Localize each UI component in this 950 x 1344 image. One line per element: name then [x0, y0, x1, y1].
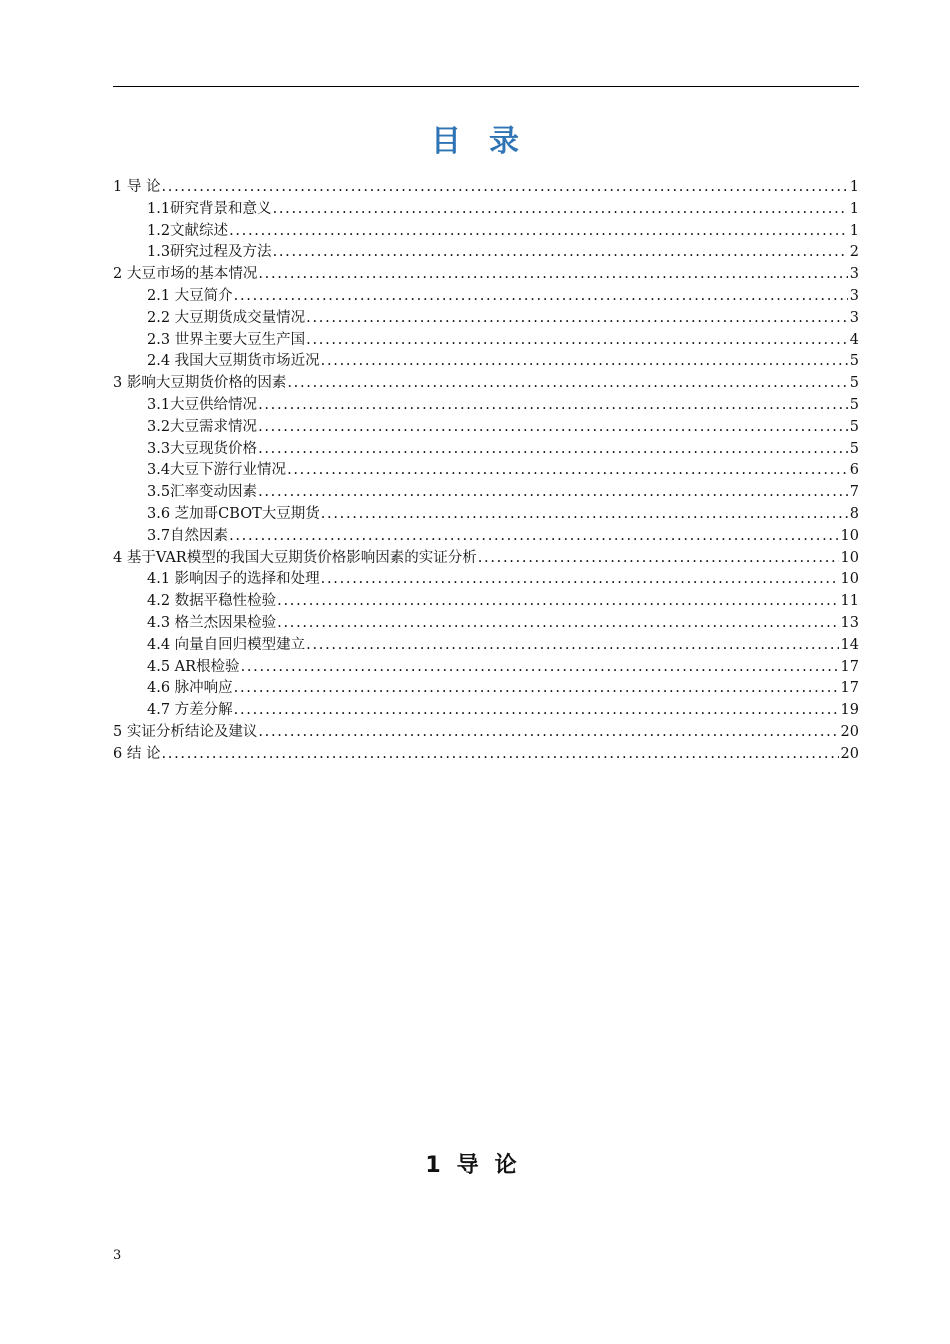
toc-dot-leader	[320, 569, 839, 591]
toc-entry[interactable]	[113, 351, 859, 373]
toc-entry-page: 1	[849, 222, 859, 239]
toc-entry-page: 20	[840, 745, 859, 762]
toc-title	[0, 116, 950, 160]
toc-entry-page: 20	[840, 723, 859, 740]
toc-entry-label: 2.2 大豆期货成交量情况	[147, 309, 306, 326]
section-heading-number: 1	[425, 1153, 441, 1178]
toc-entry-label: 3.4大豆下游行业情况	[147, 462, 287, 479]
toc-entry-label: 1.1研究背景和意义	[147, 200, 272, 217]
toc-entry-page: 6	[849, 462, 859, 479]
toc-entry[interactable]	[113, 460, 859, 482]
toc-entry-label: 3.2大豆需求情况	[147, 418, 258, 435]
toc-dot-leader	[160, 177, 847, 199]
toc-entry-page: 3	[849, 287, 859, 304]
toc-dot-leader	[160, 744, 838, 766]
toc-entry-label: 3.1大豆供给情况	[147, 396, 258, 413]
toc-dot-leader	[257, 439, 848, 461]
toc-dot-leader	[305, 330, 848, 352]
toc-dot-leader	[257, 417, 848, 439]
toc-entry-page: 5	[849, 375, 859, 392]
header-rule	[113, 86, 859, 87]
toc-dot-leader	[257, 482, 848, 504]
toc-entry-label: 2.4 我国大豆期货市场近况	[147, 353, 320, 370]
toc-dot-leader	[257, 722, 838, 744]
toc-dot-leader	[305, 635, 838, 657]
toc-dot-leader	[233, 286, 848, 308]
toc-dot-leader	[272, 199, 848, 221]
toc-entry[interactable]	[113, 439, 859, 461]
toc-entry-label: 5 实证分析结论及建议	[113, 723, 258, 740]
toc-entry[interactable]	[113, 373, 859, 395]
toc-entry-label: 4.3 格兰杰因果检验	[147, 614, 277, 631]
toc-dot-leader	[276, 613, 838, 635]
toc-entry-page: 11	[840, 593, 859, 610]
toc-entry-label: 1 导 论	[113, 179, 161, 195]
toc-entry[interactable]	[113, 395, 859, 417]
toc-entry-page: 17	[840, 658, 859, 675]
toc-entry-page: 10	[840, 549, 859, 566]
section-heading-char-2: 论	[494, 1153, 517, 1178]
toc-entry-label: 3.7自然因素	[147, 527, 229, 544]
toc-dot-leader	[305, 308, 848, 330]
toc-entry[interactable]	[113, 417, 859, 439]
toc-entry[interactable]	[113, 199, 859, 221]
toc-entry-page: 10	[840, 527, 859, 544]
toc-entry-label: 4.7 方差分解	[147, 702, 233, 719]
toc-entry[interactable]	[113, 635, 859, 657]
toc-entry-label: 4.2 数据平稳性检验	[147, 593, 277, 610]
toc-entry-label: 2.3 世界主要大豆生产国	[147, 331, 306, 348]
toc-entry[interactable]	[113, 569, 859, 591]
toc-entry[interactable]	[113, 504, 859, 526]
toc-entry-label: 1.3研究过程及方法	[147, 244, 272, 261]
toc-dot-leader	[320, 351, 848, 373]
toc-dot-leader	[276, 591, 838, 613]
toc-entry-page: 1	[849, 200, 859, 217]
toc-entry[interactable]	[113, 657, 859, 679]
toc-dot-leader	[257, 395, 848, 417]
toc-entry[interactable]	[113, 242, 859, 264]
toc-entry-page: 2	[849, 244, 859, 261]
toc-entry-label: 3 影响大豆期货价格的因素	[113, 375, 287, 392]
toc-entry[interactable]	[113, 264, 859, 286]
toc-entry-page: 5	[849, 353, 859, 370]
toc-entry-page: 5	[849, 418, 859, 435]
toc-entry-page: 3	[849, 309, 859, 326]
section-heading	[0, 1148, 950, 1179]
toc-entry[interactable]	[113, 744, 859, 766]
toc-entry-label: 4.5 AR根检验	[147, 658, 240, 675]
toc-entry[interactable]	[113, 330, 859, 352]
toc-entry-label: 4.1 影响因子的选择和处理	[147, 571, 320, 588]
toc-entry[interactable]	[113, 591, 859, 613]
toc-entry-page: 19	[840, 702, 859, 719]
toc-entry[interactable]	[113, 482, 859, 504]
toc-entry-page: 13	[840, 614, 859, 631]
toc-entry-label: 4.6 脉冲响应	[147, 680, 233, 697]
toc-dot-leader	[228, 221, 848, 243]
toc-dot-leader	[233, 678, 839, 700]
table-of-contents	[113, 177, 859, 766]
toc-entry-page: 4	[849, 331, 859, 348]
toc-dot-leader	[240, 657, 839, 679]
toc-entry-page: 17	[840, 680, 859, 697]
toc-entry-page: 1	[849, 179, 859, 195]
toc-entry[interactable]	[113, 700, 859, 722]
toc-entry[interactable]	[113, 526, 859, 548]
toc-dot-leader	[286, 373, 847, 395]
toc-entry-label: 2 大豆市场的基本情况	[113, 266, 258, 283]
toc-entry-page: 5	[849, 440, 859, 457]
toc-entry-label: 6 结 论	[113, 745, 161, 762]
toc-entry[interactable]	[113, 177, 859, 199]
toc-entry-page: 10	[840, 571, 859, 588]
toc-dot-leader	[233, 700, 839, 722]
toc-title-char-1: 目	[431, 124, 461, 159]
toc-dot-leader	[272, 242, 848, 264]
toc-entry-label: 3.3大豆现货价格	[147, 440, 258, 457]
toc-entry-label: 1.2文献综述	[147, 222, 229, 239]
toc-entry-label: 4 基于VAR模型的我国大豆期货价格影响因素的实证分析	[113, 549, 477, 566]
toc-entry-page: 7	[849, 484, 859, 501]
toc-entry-page: 8	[849, 505, 859, 522]
toc-dot-leader	[257, 264, 847, 286]
toc-entry-label: 4.4 向量自回归模型建立	[147, 636, 306, 653]
toc-entry[interactable]	[113, 613, 859, 635]
page-number: 3	[113, 1248, 122, 1263]
toc-entry[interactable]	[113, 308, 859, 330]
toc-entry[interactable]	[113, 678, 859, 700]
toc-dot-leader	[320, 504, 848, 526]
toc-entry[interactable]	[113, 722, 859, 744]
toc-entry[interactable]	[113, 548, 859, 570]
toc-entry-page: 5	[849, 396, 859, 413]
toc-dot-leader	[477, 548, 839, 570]
section-heading-char-1: 导	[456, 1153, 479, 1178]
toc-entry-label: 3.5汇率变动因素	[147, 484, 258, 501]
toc-entry-page: 3	[849, 266, 859, 283]
toc-entry-page: 14	[840, 636, 859, 653]
toc-entry[interactable]	[113, 286, 859, 308]
toc-dot-leader	[286, 460, 848, 482]
toc-entry[interactable]	[113, 221, 859, 243]
toc-title-char-2: 录	[489, 124, 519, 159]
toc-entry-label: 2.1 大豆简介	[147, 287, 233, 304]
toc-dot-leader	[228, 526, 838, 548]
toc-entry-label: 3.6 芝加哥CBOT大豆期货	[147, 505, 320, 522]
